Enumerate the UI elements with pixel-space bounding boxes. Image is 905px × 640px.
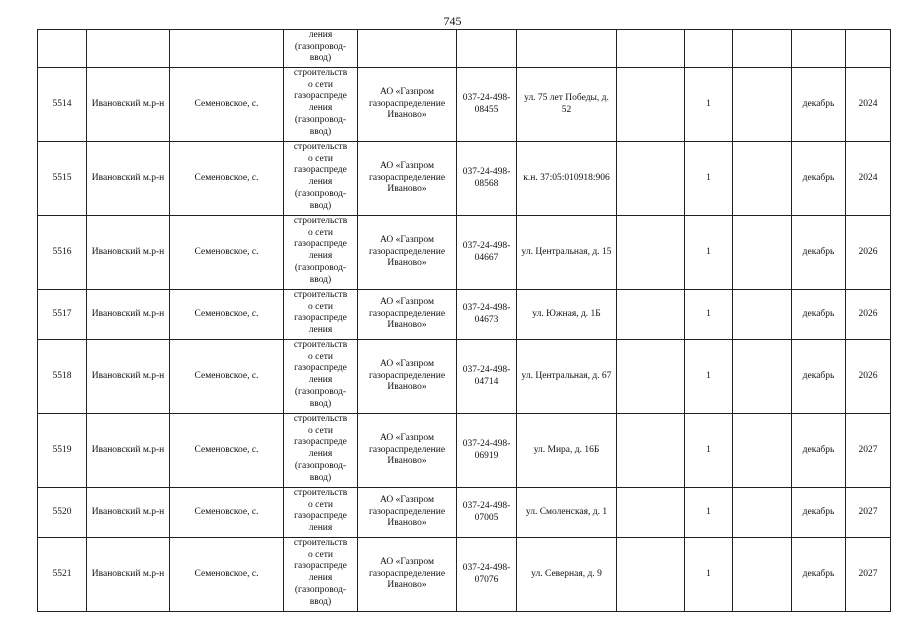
cell-empty2 xyxy=(733,290,792,340)
cell-code: 037-24-498-04714 xyxy=(457,340,517,414)
cell-empty2 xyxy=(733,30,792,68)
cell-type: строительств о сети газораспреде ления (газопровод- ввод) xyxy=(284,538,358,612)
cell-qty: 1 xyxy=(685,142,733,216)
gas-connection-table xyxy=(37,29,891,612)
cell-org: АО «Газпром газораспределение Иваново» xyxy=(358,414,457,488)
cell-address: ул. Мира, д. 16Б xyxy=(517,414,617,488)
cell-address: ул. Центральная, д. 15 xyxy=(517,216,617,290)
cell-type: строительств о сети газораспреде ления (газопровод- ввод) xyxy=(284,142,358,216)
cell-qty: 1 xyxy=(685,538,733,612)
cell-address: к.н. 37:05:010918:906 xyxy=(517,142,617,216)
cell-settlement: Семеновское, с. xyxy=(170,538,284,612)
cell-district: Ивановский м.р-н xyxy=(87,414,170,488)
cell-settlement: Семеновское, с. xyxy=(170,340,284,414)
page-number: 745 xyxy=(443,14,462,28)
cell-year xyxy=(846,30,891,68)
cell-district: Ивановский м.р-н xyxy=(87,290,170,340)
cell-code: 037-24-498-06919 xyxy=(457,414,517,488)
cell-address: ул. 75 лет Победы, д. 52 xyxy=(517,68,617,142)
cell-org: АО «Газпром газораспределение Иваново» xyxy=(358,68,457,142)
cell-empty1 xyxy=(617,538,685,612)
cell-settlement xyxy=(170,30,284,68)
table-row xyxy=(38,142,891,216)
cell-empty2 xyxy=(733,216,792,290)
cell-num xyxy=(38,30,87,68)
cell-empty1 xyxy=(617,414,685,488)
cell-code: 037-24-498-04673 xyxy=(457,290,517,340)
table-row xyxy=(38,340,891,414)
cell-qty: 1 xyxy=(685,216,733,290)
cell-type: строительств о сети газораспреде ления (газопровод- ввод) xyxy=(284,340,358,414)
cell-type: строительств о сети газораспреде ления xyxy=(284,488,358,538)
cell-year: 2027 xyxy=(846,488,891,538)
cell-empty1 xyxy=(617,216,685,290)
cell-org: АО «Газпром газораспределение Иваново» xyxy=(358,142,457,216)
cell-year: 2026 xyxy=(846,340,891,414)
cell-code: 037-24-498-07076 xyxy=(457,538,517,612)
cell-empty2 xyxy=(733,68,792,142)
cell-org: АО «Газпром газораспределение Иваново» xyxy=(358,340,457,414)
cell-num: 5518 xyxy=(38,340,87,414)
cell-num: 5514 xyxy=(38,68,87,142)
cell-settlement: Семеновское, с. xyxy=(170,216,284,290)
table-row xyxy=(38,68,891,142)
cell-org xyxy=(358,30,457,68)
cell-empty2 xyxy=(733,414,792,488)
cell-year: 2027 xyxy=(846,538,891,612)
cell-qty: 1 xyxy=(685,68,733,142)
cell-district: Ивановский м.р-н xyxy=(87,340,170,414)
table-row xyxy=(38,488,891,538)
cell-org: АО «Газпром газораспределение Иваново» xyxy=(358,290,457,340)
cell-district: Ивановский м.р-н xyxy=(87,488,170,538)
cell-num: 5521 xyxy=(38,538,87,612)
cell-district xyxy=(87,30,170,68)
table-row xyxy=(38,538,891,612)
cell-empty2 xyxy=(733,488,792,538)
cell-code: 037-24-498-08568 xyxy=(457,142,517,216)
cell-settlement: Семеновское, с. xyxy=(170,68,284,142)
cell-year: 2024 xyxy=(846,142,891,216)
table-row xyxy=(38,216,891,290)
cell-empty2 xyxy=(733,142,792,216)
table-row xyxy=(38,414,891,488)
cell-year: 2026 xyxy=(846,290,891,340)
cell-settlement: Семеновское, с. xyxy=(170,290,284,340)
cell-type: ления (газопровод- ввод) xyxy=(284,30,358,68)
cell-qty: 1 xyxy=(685,488,733,538)
cell-month: декабрь xyxy=(792,68,846,142)
cell-month: декабрь xyxy=(792,538,846,612)
cell-org: АО «Газпром газораспределение Иваново» xyxy=(358,538,457,612)
cell-num: 5515 xyxy=(38,142,87,216)
cell-district: Ивановский м.р-н xyxy=(87,216,170,290)
cell-empty1 xyxy=(617,142,685,216)
cell-district: Ивановский м.р-н xyxy=(87,68,170,142)
table-body xyxy=(38,30,891,612)
cell-type: строительств о сети газораспреде ления (газопровод- ввод) xyxy=(284,216,358,290)
cell-address: ул. Смоленская, д. 1 xyxy=(517,488,617,538)
cell-qty: 1 xyxy=(685,340,733,414)
cell-num: 5519 xyxy=(38,414,87,488)
cell-qty: 1 xyxy=(685,414,733,488)
cell-settlement: Семеновское, с. xyxy=(170,142,284,216)
cell-empty1 xyxy=(617,488,685,538)
cell-empty2 xyxy=(733,538,792,612)
cell-empty1 xyxy=(617,68,685,142)
cell-address xyxy=(517,30,617,68)
cell-type: строительств о сети газораспреде ления xyxy=(284,290,358,340)
cell-code: 037-24-498-08455 xyxy=(457,68,517,142)
cell-num: 5520 xyxy=(38,488,87,538)
cell-settlement: Семеновское, с. xyxy=(170,414,284,488)
cell-type: строительств о сети газораспреде ления (газопровод- ввод) xyxy=(284,414,358,488)
cell-org: АО «Газпром газораспределение Иваново» xyxy=(358,488,457,538)
cell-year: 2026 xyxy=(846,216,891,290)
cell-empty1 xyxy=(617,340,685,414)
cell-address: ул. Северная, д. 9 xyxy=(517,538,617,612)
cell-code: 037-24-498-04667 xyxy=(457,216,517,290)
cell-month: декабрь xyxy=(792,216,846,290)
cell-month: декабрь xyxy=(792,142,846,216)
cell-qty xyxy=(685,30,733,68)
cell-address: ул. Южная, д. 1Б xyxy=(517,290,617,340)
cell-month: декабрь xyxy=(792,488,846,538)
cell-year: 2027 xyxy=(846,414,891,488)
cell-code xyxy=(457,30,517,68)
cell-empty1 xyxy=(617,30,685,68)
cell-month xyxy=(792,30,846,68)
cell-month: декабрь xyxy=(792,414,846,488)
cell-empty2 xyxy=(733,340,792,414)
cell-month: декабрь xyxy=(792,340,846,414)
cell-address: ул. Центральная, д. 67 xyxy=(517,340,617,414)
cell-num: 5516 xyxy=(38,216,87,290)
cell-district: Ивановский м.р-н xyxy=(87,538,170,612)
cell-district: Ивановский м.р-н xyxy=(87,142,170,216)
cell-empty1 xyxy=(617,290,685,340)
cell-qty: 1 xyxy=(685,290,733,340)
cell-type: строительств о сети газораспреде ления (газопровод- ввод) xyxy=(284,68,358,142)
cell-org: АО «Газпром газораспределение Иваново» xyxy=(358,216,457,290)
table-row-continuation xyxy=(38,30,891,68)
cell-year: 2024 xyxy=(846,68,891,142)
cell-num: 5517 xyxy=(38,290,87,340)
cell-code: 037-24-498-07005 xyxy=(457,488,517,538)
cell-month: декабрь xyxy=(792,290,846,340)
table-row xyxy=(38,290,891,340)
cell-settlement: Семеновское, с. xyxy=(170,488,284,538)
